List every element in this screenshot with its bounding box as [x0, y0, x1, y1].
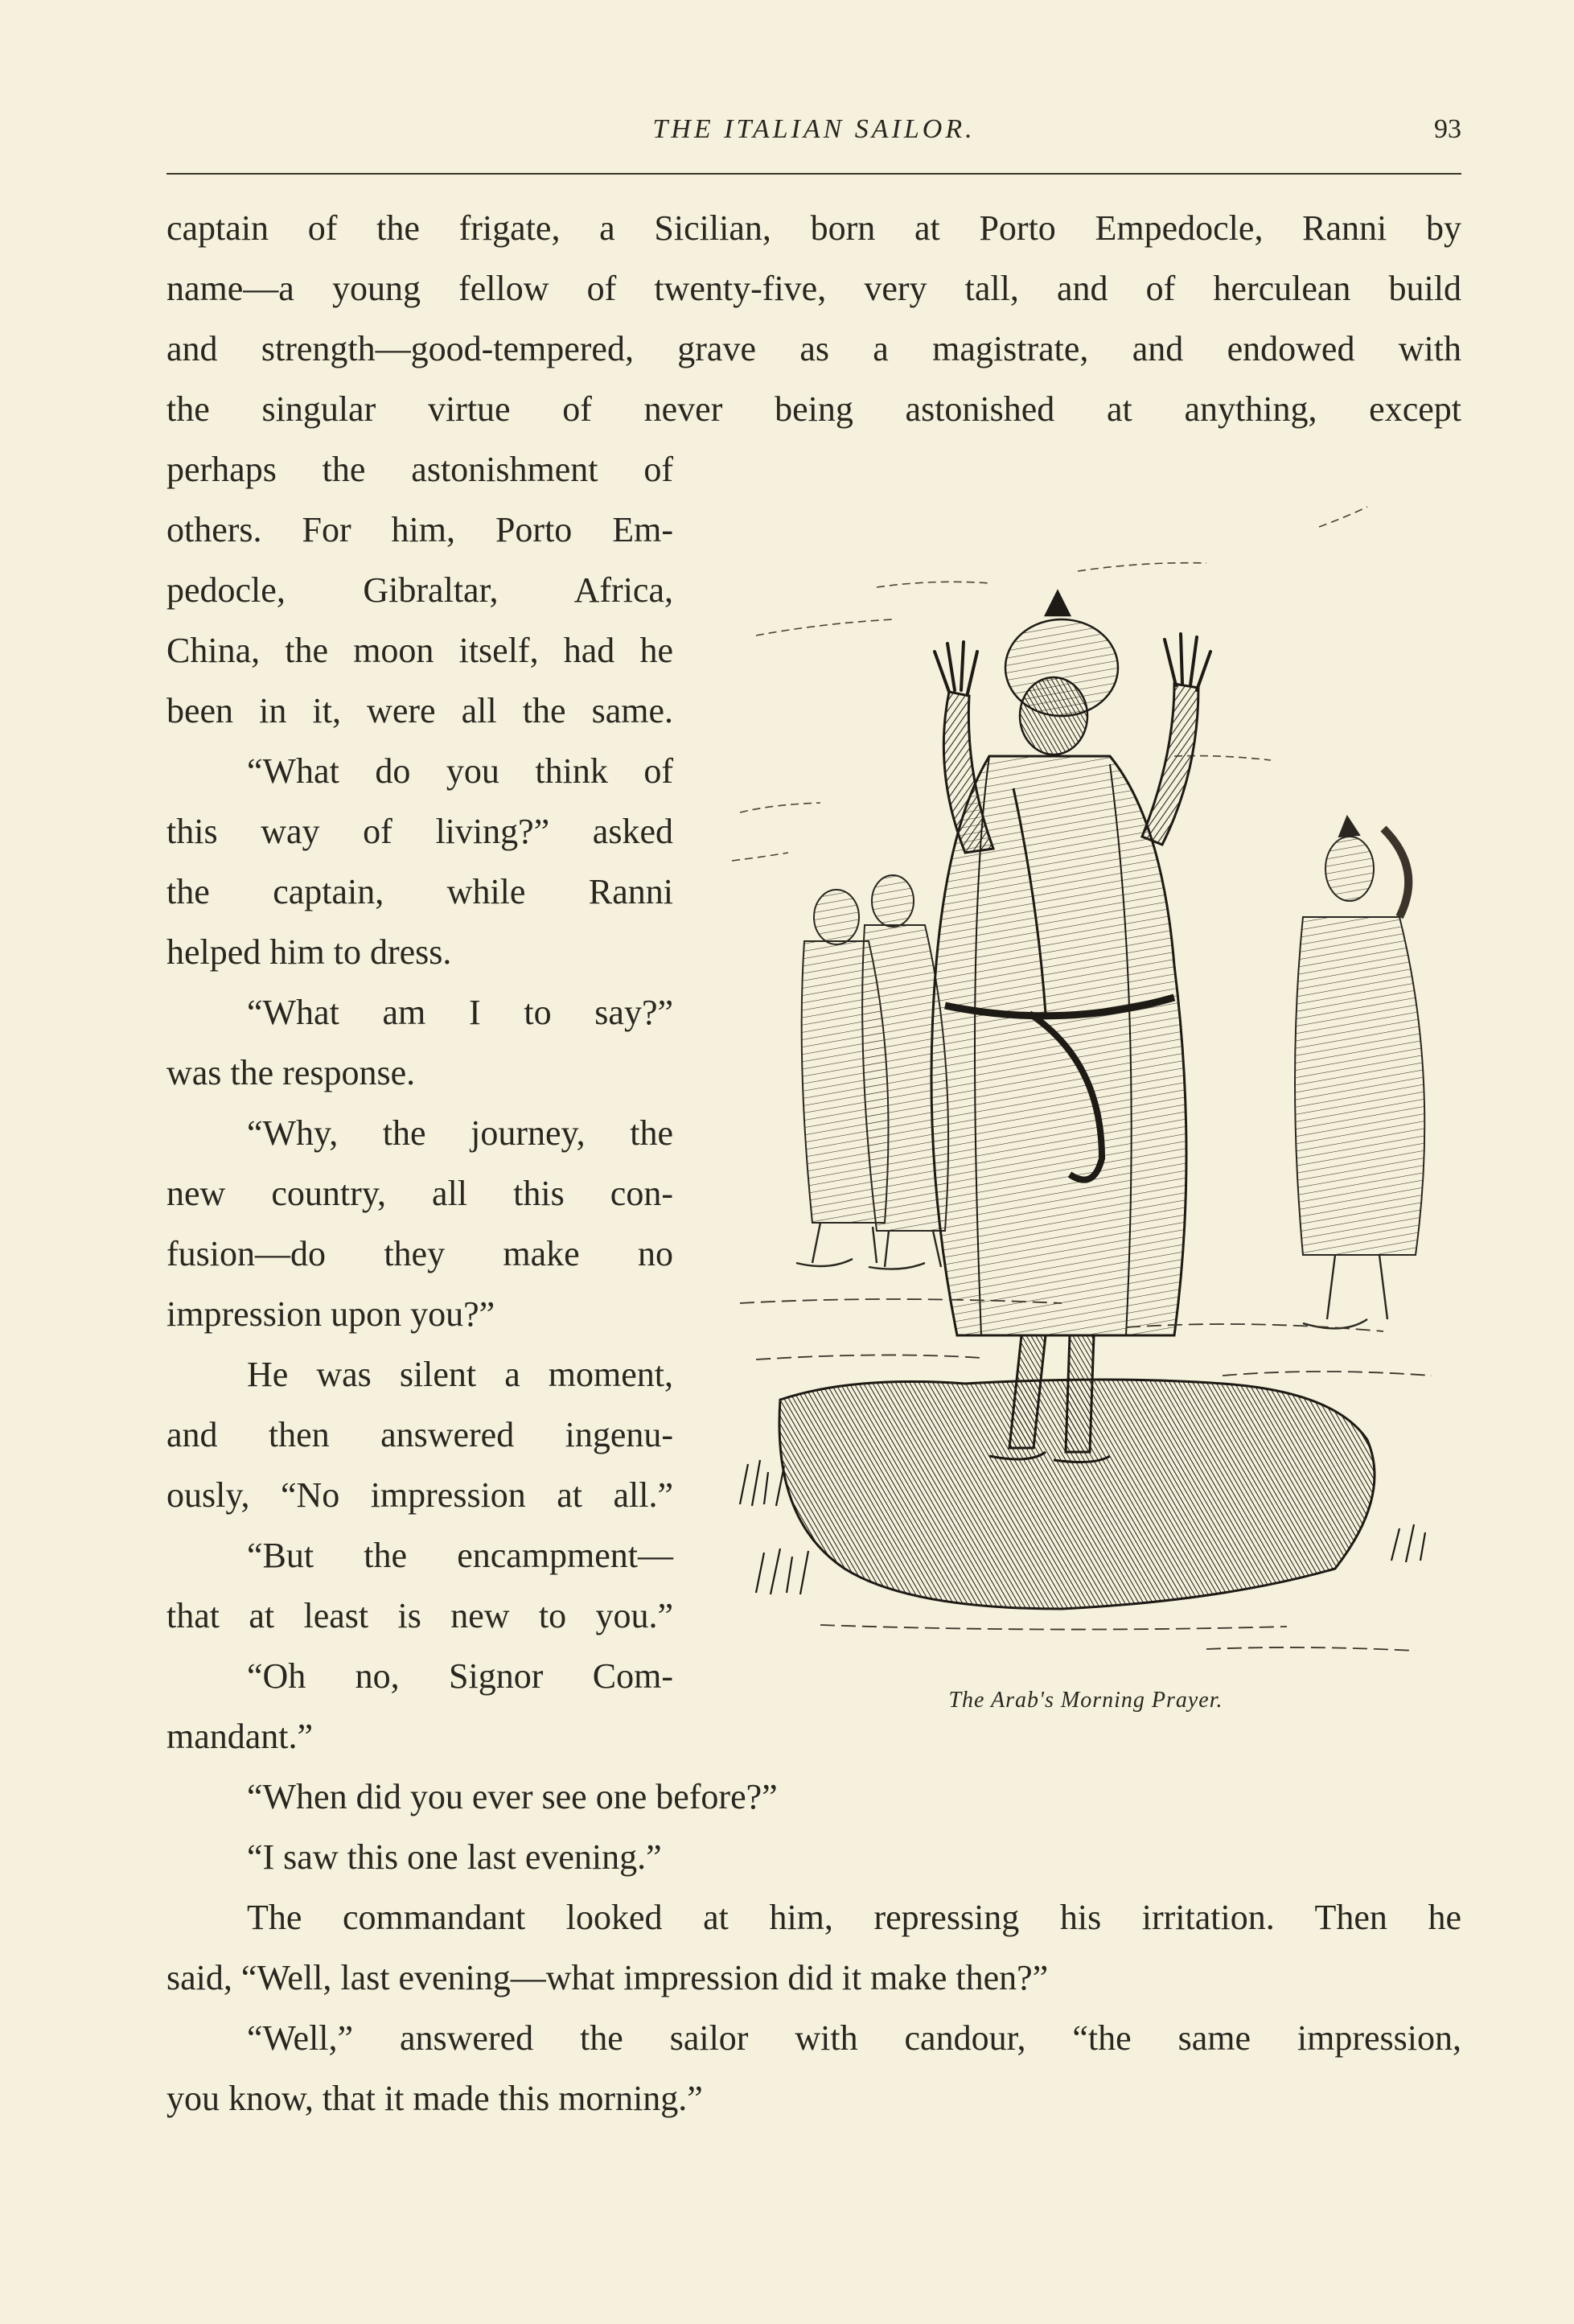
arab-prayer-illustration	[724, 450, 1464, 1673]
text-line: “What am I to say?”	[247, 993, 673, 1032]
text-line: China, the moon itself, had he	[166, 631, 673, 670]
text-line: you know, that it made this morning.”	[166, 2079, 703, 2118]
text-line: helped him to dress.	[166, 932, 452, 972]
text-line: “What do you think of	[247, 751, 673, 791]
text-line: that at least is new to you.”	[166, 1596, 673, 1635]
text-line: fusion—do they make no	[166, 1234, 673, 1273]
text-line: “When did you ever see one before?”	[247, 1777, 778, 1816]
text-line: “Oh no, Signor Com-	[247, 1656, 673, 1696]
text-line: impression upon you?”	[166, 1294, 495, 1334]
text-line: the captain, while Ranni	[166, 872, 673, 911]
page-number: 93	[1434, 114, 1461, 144]
running-header	[166, 114, 1461, 150]
text-line: “Why, the journey, the	[247, 1113, 673, 1153]
text-line: been in it, were all the same.	[166, 691, 673, 730]
text-line: perhaps the astonishment of	[166, 450, 673, 489]
text-line: pedocle, Gibraltar, Africa,	[166, 570, 673, 610]
text-line: mandant.”	[166, 1717, 314, 1756]
text-line: this way of living?” asked	[166, 812, 673, 851]
text-line: name—a young fellow of twenty-five, very tall, and of herculean build	[166, 269, 1461, 308]
text-line: the singular virtue of never being astonished at anything, except	[166, 389, 1461, 429]
header-rule	[166, 173, 1461, 175]
running-title: THE ITALIAN SAILOR.	[652, 114, 976, 144]
text-line: said, “Well, last evening—what impression did it make then?”	[166, 1958, 1049, 1997]
text-line: was the response.	[166, 1053, 416, 1092]
text-line: The commandant looked at him, repressing his irritation. Then he	[247, 1898, 1461, 1937]
text-line: He was silent a moment,	[247, 1355, 673, 1394]
figure-caption: The Arab's Morning Prayer.	[948, 1688, 1223, 1713]
text-line: others. For him, Porto Em-	[166, 510, 673, 549]
text-line: “I saw this one last evening.”	[247, 1837, 662, 1877]
text-line: and strength—good-tempered, grave as a magistrate, and endowed with	[166, 329, 1461, 368]
text-line: and then answered ingenu-	[166, 1415, 673, 1454]
text-line: “Well,” answered the sailor with candour, “the same impression,	[247, 2018, 1461, 2058]
text-line: “But the encampment—	[247, 1536, 673, 1575]
text-line: ously, “No impression at all.”	[166, 1475, 673, 1515]
text-line: captain of the frigate, a Sicilian, born at Porto Empedocle, Ranni by	[166, 208, 1461, 248]
text-line: new country, all this con-	[166, 1174, 673, 1213]
